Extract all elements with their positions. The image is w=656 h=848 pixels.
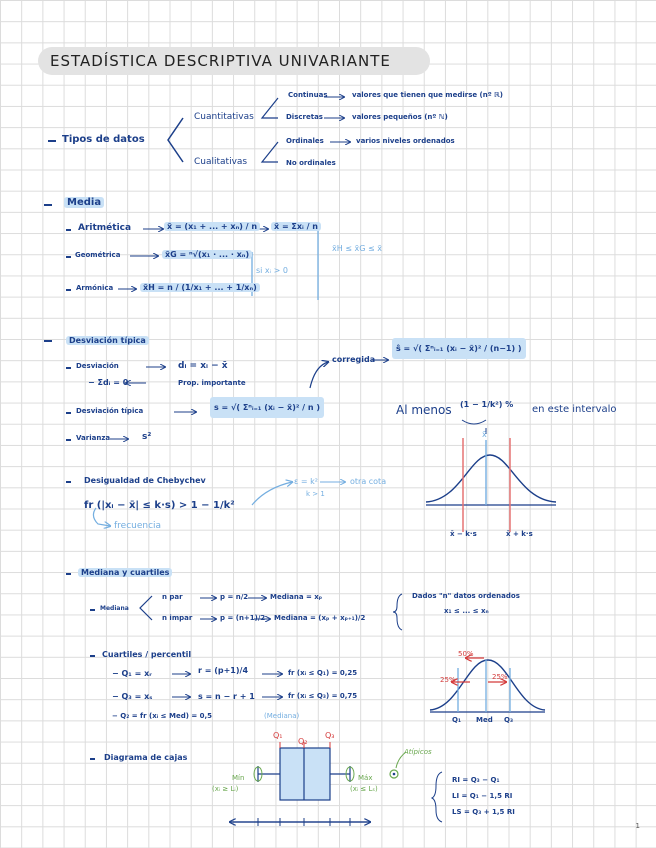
epsilon-formula: ε = k² (294, 477, 318, 486)
ordinales-desc: varios niveles ordenados (356, 137, 455, 145)
curve-med-label: Med (476, 716, 493, 724)
bullet-dash (66, 229, 71, 231)
frecuencia-label: frecuencia (114, 521, 162, 531)
pct-50-label: 50% (458, 650, 474, 658)
curve-left-label: x̄ − k·s (450, 530, 477, 538)
aritmetica-label: Aritmética (78, 223, 132, 233)
al-menos-formula: (1 − 1/k²) % (460, 400, 514, 409)
discretas-desc: valores pequeños (nº ℕ) (352, 113, 448, 121)
max-sub: (xᵢ ≤ Lₛ) (350, 785, 378, 793)
tipica-label: Desviación típica (76, 407, 144, 415)
pct-25-left-label: 25% (440, 676, 456, 684)
varianza-formula: s² (142, 432, 152, 442)
bullet-dash (90, 609, 95, 611)
bullet-dash (44, 340, 52, 342)
curve-right-label: x̄ + k·s (506, 530, 533, 538)
discretas-label: Discretas (286, 113, 323, 121)
n-impar-label: n impar (162, 614, 193, 622)
geometrica-label: Geométrica (75, 251, 121, 259)
cualitativas-label: Cualitativas (194, 157, 248, 167)
otra-cota-note: otra cota (350, 477, 387, 486)
no-ordinales-label: No ordinales (286, 159, 336, 167)
chebychev-label: Desigualdad de Chebychev (84, 476, 206, 485)
suma-formula: − Σdᵢ = 0 (88, 378, 129, 387)
dados-label: Dados "n" datos ordenados (412, 592, 520, 600)
q3-s-formula: s = n − r + 1 (198, 692, 255, 701)
box-q3-label: Q₃ (325, 731, 335, 740)
min-sub: (xᵢ ≥ Lᵢ) (212, 785, 239, 793)
n-impar-result: Mediana = (xₚ + xₚ₊₁)/2 (274, 614, 366, 622)
diagrama-label: Diagrama de cajas (104, 753, 188, 762)
ri-formula: RI = Q₃ − Q₁ (452, 776, 500, 784)
aritmetica-formula-2: x̄ = Σxᵢ / n (271, 222, 321, 231)
bullet-dash (66, 367, 71, 369)
min-label: Mín (232, 774, 245, 782)
varianza-label: Varianza (76, 434, 111, 442)
box-q2-label: Q₂ (298, 737, 308, 746)
bullet-dash (90, 758, 95, 760)
desviacion-label: Desviación (76, 362, 119, 370)
curve-q3-label: Q₃ (504, 716, 514, 724)
tipos-heading: Tipos de datos (62, 134, 145, 145)
q2-formula: − Q₂ = fr (xᵢ ≤ Med) = 0,5 (112, 712, 213, 720)
desviacion-heading: Desviación típica (66, 336, 149, 345)
k-condition: k > 1 (306, 490, 325, 498)
li-formula: LI = Q₁ − 1,5 RI (452, 792, 513, 800)
bullet-dash (66, 412, 71, 414)
bullet-dash (66, 439, 71, 441)
ordinales-label: Ordinales (286, 137, 324, 145)
atipicos-label: Atípicos (404, 748, 432, 756)
q3-formula: − Q₃ = xₛ (112, 692, 153, 701)
geometrica-formula: x̄G = ⁿ√(x₁ · ... · xₙ) (162, 250, 252, 259)
page-title: ESTADÍSTICA DESCRIPTIVA UNIVARIANTE (38, 47, 430, 75)
box-q1-label: Q₁ (273, 731, 283, 740)
n-par-p: p = n/2 (220, 593, 249, 601)
al-menos-label: Al menos (396, 403, 452, 417)
q1-result: fr (xᵢ ≤ Q₁) = 0,25 (288, 669, 358, 677)
bullet-dash (66, 256, 71, 258)
dados-formula: x₁ ≤ ... ≤ xₙ (444, 607, 489, 615)
armonica-label: Armónica (76, 284, 114, 292)
mediana-heading: Mediana y cuartiles (78, 568, 172, 577)
curve-q1-label: Q₁ (452, 716, 462, 724)
cuartiles-label: Cuartiles / percentil (102, 650, 192, 659)
media-condition: si xᵢ > 0 (256, 266, 288, 275)
tipica-formula: s = √( Σⁿᵢ₌₁ (xᵢ − x̄)² / n ) (210, 397, 324, 418)
bullet-dash (90, 655, 95, 657)
q1-formula: − Q₁ = xᵣ (112, 669, 152, 678)
q2-note: (Mediana) (264, 712, 300, 720)
q3-result: fr (xᵢ ≤ Q₃) = 0,75 (288, 692, 358, 700)
armonica-formula: x̄H = n / (1/x₁ + ... + 1/xₙ) (140, 283, 260, 292)
n-impar-p: p = (n+1)/2 (220, 614, 266, 622)
aritmetica-formula-1: x̄ = (x₁ + ... + xₙ) / n (164, 222, 260, 231)
bullet-dash (44, 204, 52, 206)
continuas-desc: valores que tienen que medirse (nº ℝ) (352, 91, 503, 99)
continuas-label: Continuas (288, 91, 328, 99)
ls-formula: LS = Q₃ + 1,5 RI (452, 808, 515, 816)
desviacion-formula: dᵢ = xᵢ − x̄ (178, 361, 228, 371)
page-number: 1 (635, 822, 640, 830)
corregida-formula: ŝ = √( Σⁿᵢ₌₁ (xᵢ − x̄)² / (n−1) ) (392, 338, 526, 359)
prop-importante: Prop. importante (178, 379, 246, 387)
mediana-label: Mediana (100, 605, 129, 612)
pct-25-right-label: 25% (492, 673, 508, 681)
bullet-dash (66, 481, 71, 483)
intervalo-label: en este intervalo (532, 404, 617, 415)
media-inequality: x̄H ≤ x̄G ≤ x̄ (332, 244, 382, 253)
max-label: Máx (358, 774, 373, 782)
curve-mean-label: x̄ (482, 430, 487, 439)
corregida-label: corregida (332, 355, 376, 364)
bullet-dash (66, 573, 71, 575)
q1-r-formula: r = (p+1)/4 (198, 666, 249, 675)
media-heading: Media (64, 197, 104, 208)
bullet-dash (66, 289, 71, 291)
cuantitativas-label: Cuantitativas (194, 112, 254, 122)
n-par-result: Mediana = xₚ (270, 593, 323, 601)
chebychev-formula: fr (|xᵢ − x̄| ≤ k·s) > 1 − 1/k² (84, 500, 235, 511)
n-par-label: n par (162, 593, 183, 601)
bullet-dash (48, 140, 56, 142)
